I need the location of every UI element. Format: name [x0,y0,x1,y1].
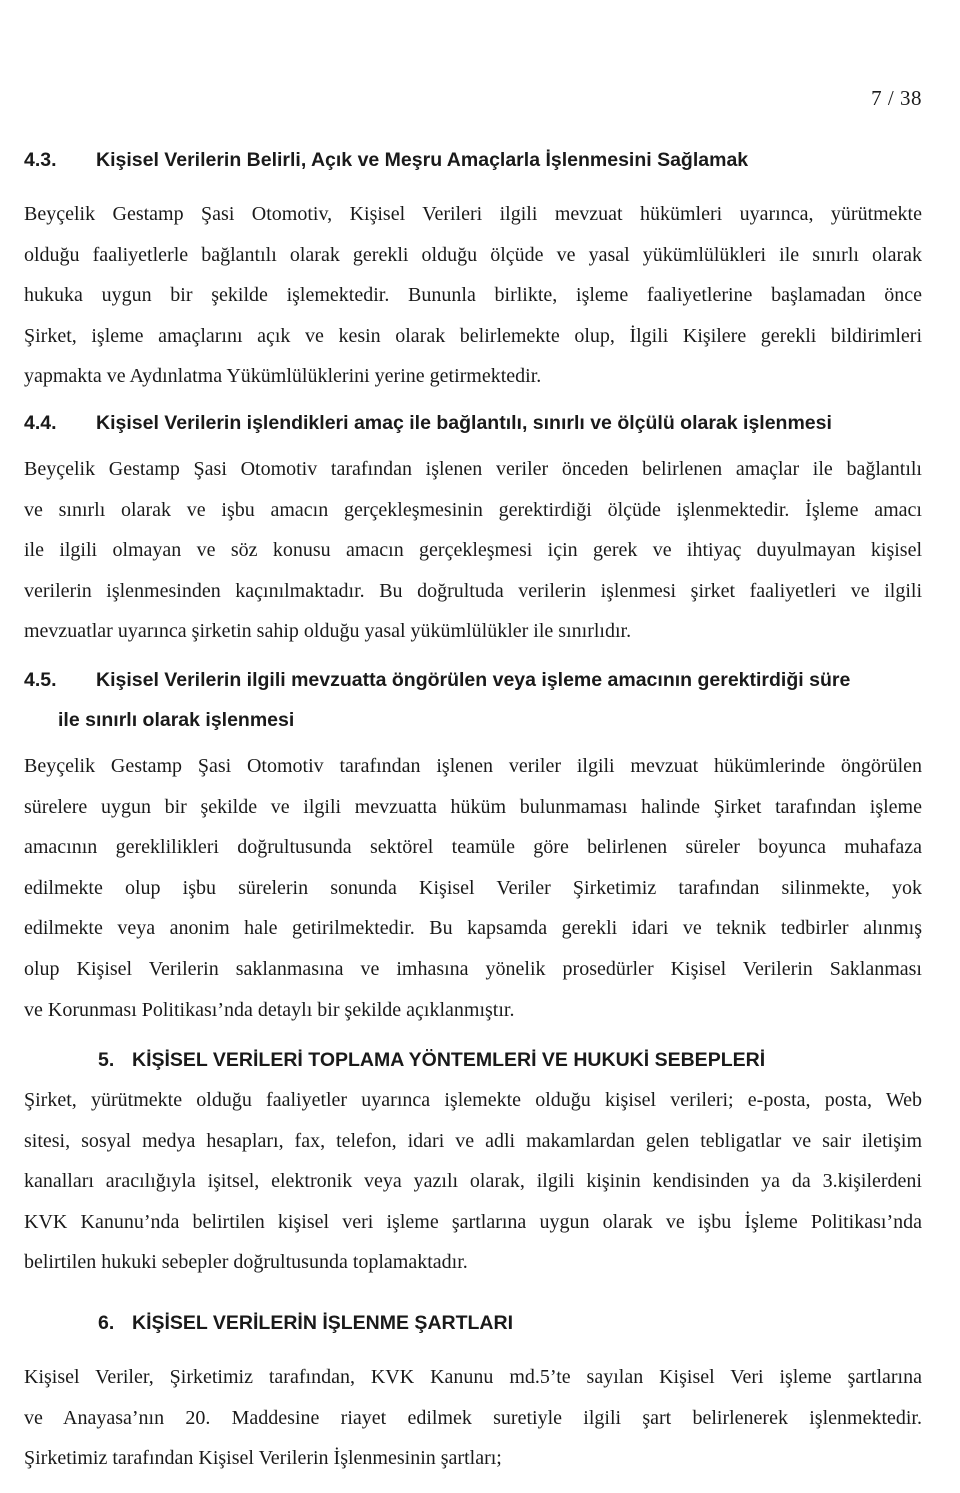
paragraph-line: Kişisel Veriler, Şirketimiz tarafından, KVK Kanunu md.5’te sayılan Kişisel Veri işleme şartlarına [24,1366,922,1389]
paragraph-line: yapmakta ve Aydınlatma Yükümlülüklerini yerine getirmektedir. [24,365,542,388]
paragraph-line: olup Kişisel Verilerin saklanmasına ve imhasına yönelik prosedürler Kişisel Verilerin Saklanması [24,957,922,980]
section-heading-4-3 [24,140,922,180]
section-title: Kişisel Verilerin işlendikleri amaç ile bağlantılı, sınırlı ve ölçülü olarak işlenmesi [96,411,832,434]
document-content [24,140,922,1479]
section-title-continuation: ile sınırlı olarak işlenmesi [58,708,295,731]
paragraph-line: Şirketimiz tarafından Kişisel Verilerin İşlenmesinin şartları; [24,1447,502,1470]
section-title: Kişisel Verilerin ilgili mevzuatta öngörülen veya işleme amacının gerektirdiği süre [96,668,851,691]
section-paragraph-6 [24,1357,922,1479]
section-heading-5 [24,1040,922,1080]
section-number: 5. [98,1049,115,1072]
paragraph-line: Şirket, işleme amaçlarını açık ve kesin olarak belirlemekte olup, İlgili Kişilere gerekli bildirimleri [24,324,922,347]
paragraph-line: hukuka uygun bir şekilde işlemektedir. Bununla birlikte, işleme faaliyetlerine başlamadan önce [24,284,922,307]
section-paragraph-5 [24,1080,922,1283]
page-number: 7 / 38 [871,86,922,110]
section-number: 4.3. [24,149,57,171]
section-heading-4-4 [24,403,922,443]
section-title: Kişisel Verilerin Belirli, Açık ve Meşru Amaçlarla İşlenmesini Sağlamak [96,149,749,171]
section-paragraph-4-5 [24,746,922,1030]
section-paragraph-4-4 [24,449,922,652]
paragraph-line: olduğu faaliyetlerle bağlantılı olarak gerekli olduğu ölçüde ve yasal yükümlülükleri ile sınırlı olarak [24,243,922,266]
section-heading-4-5 [24,660,922,740]
paragraph-line: Beyçelik Gestamp Şasi Otomotiv tarafından işlenen veriler önceden belirlenen amaçlar ile bağlantılı [24,457,922,480]
paragraph-line: KVK Kanunu’nda belirtilen kişisel veri işleme şartlarına uygun olarak ve işbu İşleme Politikası’nda [24,1210,922,1233]
section-paragraph-4-3 [24,194,922,397]
paragraph-line: ve Anayasa’nın 20. Maddesine riayet edilmek suretiyle ilgili şart belirlenerek işlenmektedir. [24,1406,922,1429]
paragraph-line: Şirket, yürütmekte olduğu faaliyetler uyarınca işlemekte olduğu kişisel verileri; e-posta, posta, Web [24,1089,922,1112]
paragraph-line: ile ilgili olmayan ve söz konusu amacın gerçekleşmesi için gerek ve ihtiyaç duyulmayan kişisel [24,539,922,562]
section-title: KİŞİSEL VERİLERİN İŞLENME ŞARTLARI [132,1312,514,1335]
paragraph-line: edilmekte veya anonim hale getirilmektedir. Bu kapsamda gerekli idari ve teknik tedbirler alınmış [24,917,922,940]
section-number: 4.5. [24,668,57,691]
section-title: KİŞİSEL VERİLERİ TOPLAMA YÖNTEMLERİ VE HUKUKİ SEBEPLERİ [132,1049,766,1072]
paragraph-line: Beyçelik Gestamp Şasi Otomotiv tarafından işlenen veriler ilgili mevzuat hükümlerinde öngörülen [24,754,922,777]
paragraph-line: ve sınırlı olarak ve işbu amacın gerçekleşmesinin gerektirdiği ölçüde işlenmektedir. İşleme amacı [24,498,922,521]
paragraph-line: amacının gereklilikleri doğrultusunda sektörel teamüle göre belirlenen süreler boyunca muhafaza [24,836,922,859]
paragraph-line: ve Korunması Politikası’nda detaylı bir şekilde açıklanmıştır. [24,998,515,1021]
section-number: 6. [98,1312,115,1335]
paragraph-line: belirtilen hukuki sebepler doğrultusunda toplamaktadır. [24,1251,468,1274]
paragraph-line: kanalları aracılığıyla işitsel, elektronik veya yazılı olarak, ilgili kişinin kendisinden ya da 3.kişilerdeni [24,1170,922,1193]
paragraph-line: edilmekte olup işbu sürelerin sonunda Kişisel Veriler Şirketimiz tarafından silinmekte, yok [24,876,922,899]
paragraph-line: verilerin işlenmesinden kaçınılmaktadır. Bu doğrultuda verilerin işlenmesi şirket faaliyetleri ve ilgili [24,579,922,602]
paragraph-line: sitesi, sosyal medya hesapları, fax, telefon, idari ve adli makamlardan gelen tebligatlar ve sair iletişim [24,1129,922,1152]
paragraph-line: mevzuatlar uyarınca şirketin sahip olduğu yasal yükümlülükler ile sınırlıdır. [24,620,632,643]
section-number: 4.4. [24,411,57,434]
paragraph-line: Beyçelik Gestamp Şasi Otomotiv, Kişisel Verileri ilgili mevzuat hükümleri uyarınca, yürütmekte [24,203,922,225]
section-heading-6 [24,1303,922,1343]
paragraph-line: sürelere uygun bir şekilde ve ilgili mevzuatta hüküm bulunmaması halinde Şirket tarafından işleme [24,795,922,818]
